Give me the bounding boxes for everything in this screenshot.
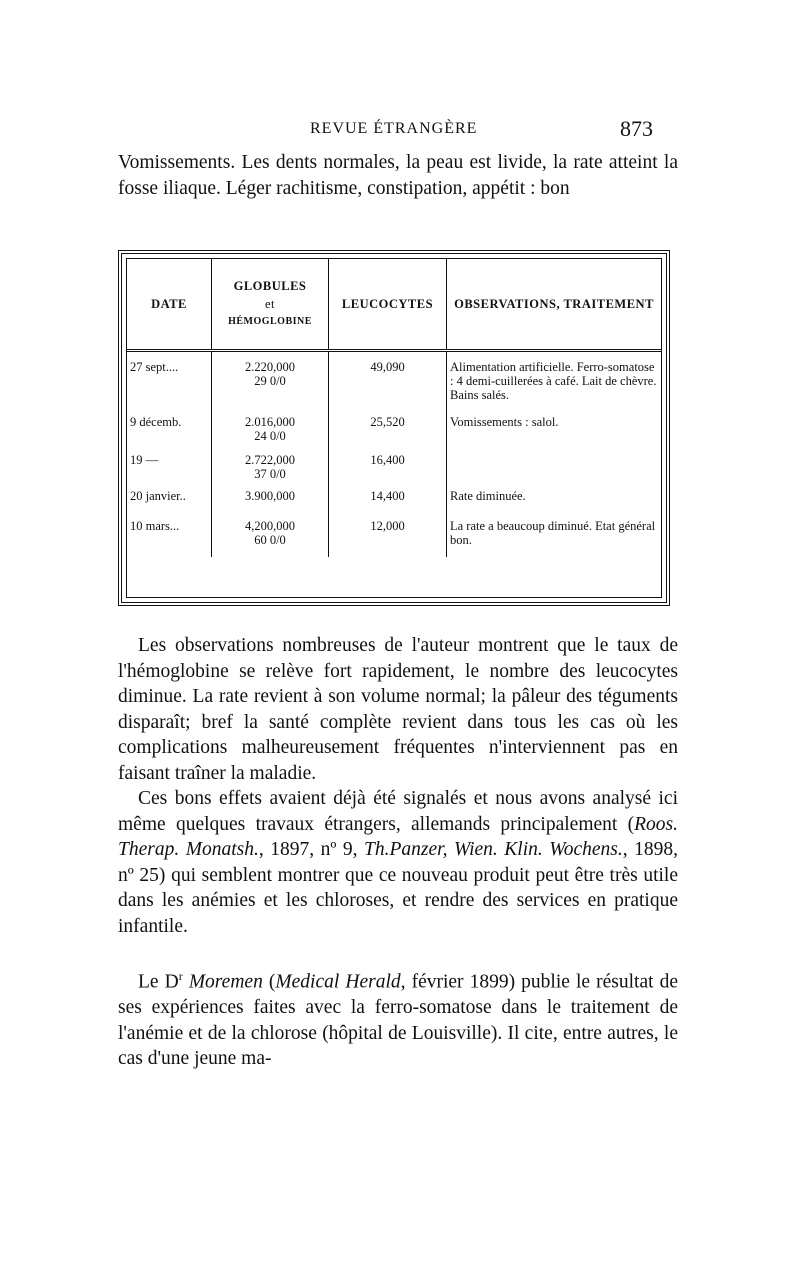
table-inner-border — [126, 258, 662, 598]
cell-observations — [447, 451, 662, 487]
cell-date: 27 sept.... — [127, 351, 212, 413]
table-header-row — [127, 259, 661, 351]
moremen-text-2: ( — [262, 971, 276, 993]
header-leucocytes: LEUCOCYTES — [329, 259, 447, 351]
citation-roos: Roos. Therap. Monatsh. — [118, 813, 678, 860]
cell-observations: La rate a beaucoup diminué. Etat général bon. — [450, 518, 656, 547]
author-moremen: Moremen — [188, 971, 263, 993]
header-globules-line1: GLOBULES — [233, 279, 307, 293]
cell-leucocytes: 25,520 — [329, 413, 447, 451]
header-globules-line2: et — [264, 297, 276, 311]
cell-observations: Vomissements : salol. — [450, 414, 559, 429]
table-row — [127, 487, 661, 517]
paragraph-intro: Vomissements. Les dents normales, la peau est livide, la rate atteint la fosse iliaque. Léger rachitisme, constipation, appétit : bon — [118, 152, 678, 199]
table-row — [127, 451, 661, 487]
cell-globules — [212, 351, 329, 413]
cell-globules-count: 2.220,000 — [245, 360, 295, 374]
citations-text-2: , 1897, nº 9, — [258, 839, 365, 860]
cell-observations: Rate diminuée. — [450, 488, 526, 503]
cell-hemoglobine: 29 0/0 — [254, 374, 286, 388]
moremen-text-3: , février 1899) publie le résultat de ses expériences faites avec la ferro-somatose dans le traitement de l'anémie et de la chlorose (hôpital de Louisville). Il cite, entre autres, le cas d'une jeune ma- — [118, 971, 679, 1069]
header-globules — [212, 259, 329, 351]
data-table — [127, 259, 661, 557]
cell-observations: Alimentation artificielle. Ferro-somatose : 4 demi-cuillerées à café. Lait de chèvre. Bains salés. — [450, 360, 657, 402]
table-row — [127, 413, 661, 451]
cell-hemoglobine: 37 0/0 — [254, 466, 286, 481]
cell-globules-count: 3.900,000 — [245, 488, 295, 503]
journal-medical-herald: Medical Herald — [275, 971, 401, 993]
cell-date: 9 décemb. — [127, 413, 212, 451]
table-row — [127, 351, 661, 413]
cell-globules-count: 2.722,000 — [245, 452, 295, 467]
cell-leucocytes: 49,090 — [329, 351, 447, 413]
cell-globules — [212, 451, 329, 487]
paragraph-observations: Les observations nombreuses de l'auteur montrent que le taux de l'hémoglobine se relève fort rapidement, le nombre des leucocytes diminue. La rate revient à son volume normal; la pâleur des téguments disparaît; bref la santé complète revient dans tous les cas où les complications malheureusement fréquentes n'interviennent pas en faisant traîner la maladie. — [118, 635, 678, 784]
cell-hemoglobine: 60 0/0 — [254, 532, 286, 547]
cell-globules-count: 2.016,000 — [245, 414, 295, 429]
cell-hemoglobine: 24 0/0 — [254, 428, 286, 443]
table-row — [127, 517, 661, 557]
doctor-superscript: r — [178, 969, 183, 983]
citations-text-3: , 1898, nº 25) qui semblent montrer que ce nouveau produit peut être très utile dans les anémies et les chloroses, et rendre des services en pratique infantile. — [118, 839, 678, 937]
cell-globules — [212, 517, 329, 557]
citations-text-1: Ces bons effets avaient déjà été signalés et nous avons analysé ici même quelques travaux étrangers, allemands principalement ( — [118, 788, 678, 835]
header-date: DATE — [127, 259, 212, 351]
cell-date: 20 janvier.. — [127, 487, 212, 517]
cell-leucocytes: 16,400 — [329, 451, 447, 487]
cell-date: 10 mars... — [127, 517, 212, 557]
running-title: REVUE ÉTRANGÈRE — [310, 120, 478, 137]
cell-leucocytes: 14,400 — [329, 487, 447, 517]
cell-globules — [212, 487, 329, 517]
moremen-text-1: Le D — [138, 971, 179, 993]
cell-globules-count: 4,200,000 — [245, 518, 295, 533]
paragraph-moremen — [118, 964, 678, 1072]
paragraph-citations — [118, 786, 678, 939]
cell-leucocytes: 12,000 — [329, 517, 447, 557]
cell-globules — [212, 413, 329, 451]
blood-count-table — [118, 250, 670, 606]
header-observations: OBSERVATIONS, TRAITEMENT — [447, 259, 662, 351]
cell-date: 19 — — [127, 451, 212, 487]
header-globules-line3: HÉMOGLOBINE — [228, 316, 312, 327]
citation-panzer: Th.Panzer, Wien. Klin. Wochens. — [364, 839, 623, 860]
running-header — [0, 116, 800, 146]
page-number: 873 — [620, 116, 653, 141]
